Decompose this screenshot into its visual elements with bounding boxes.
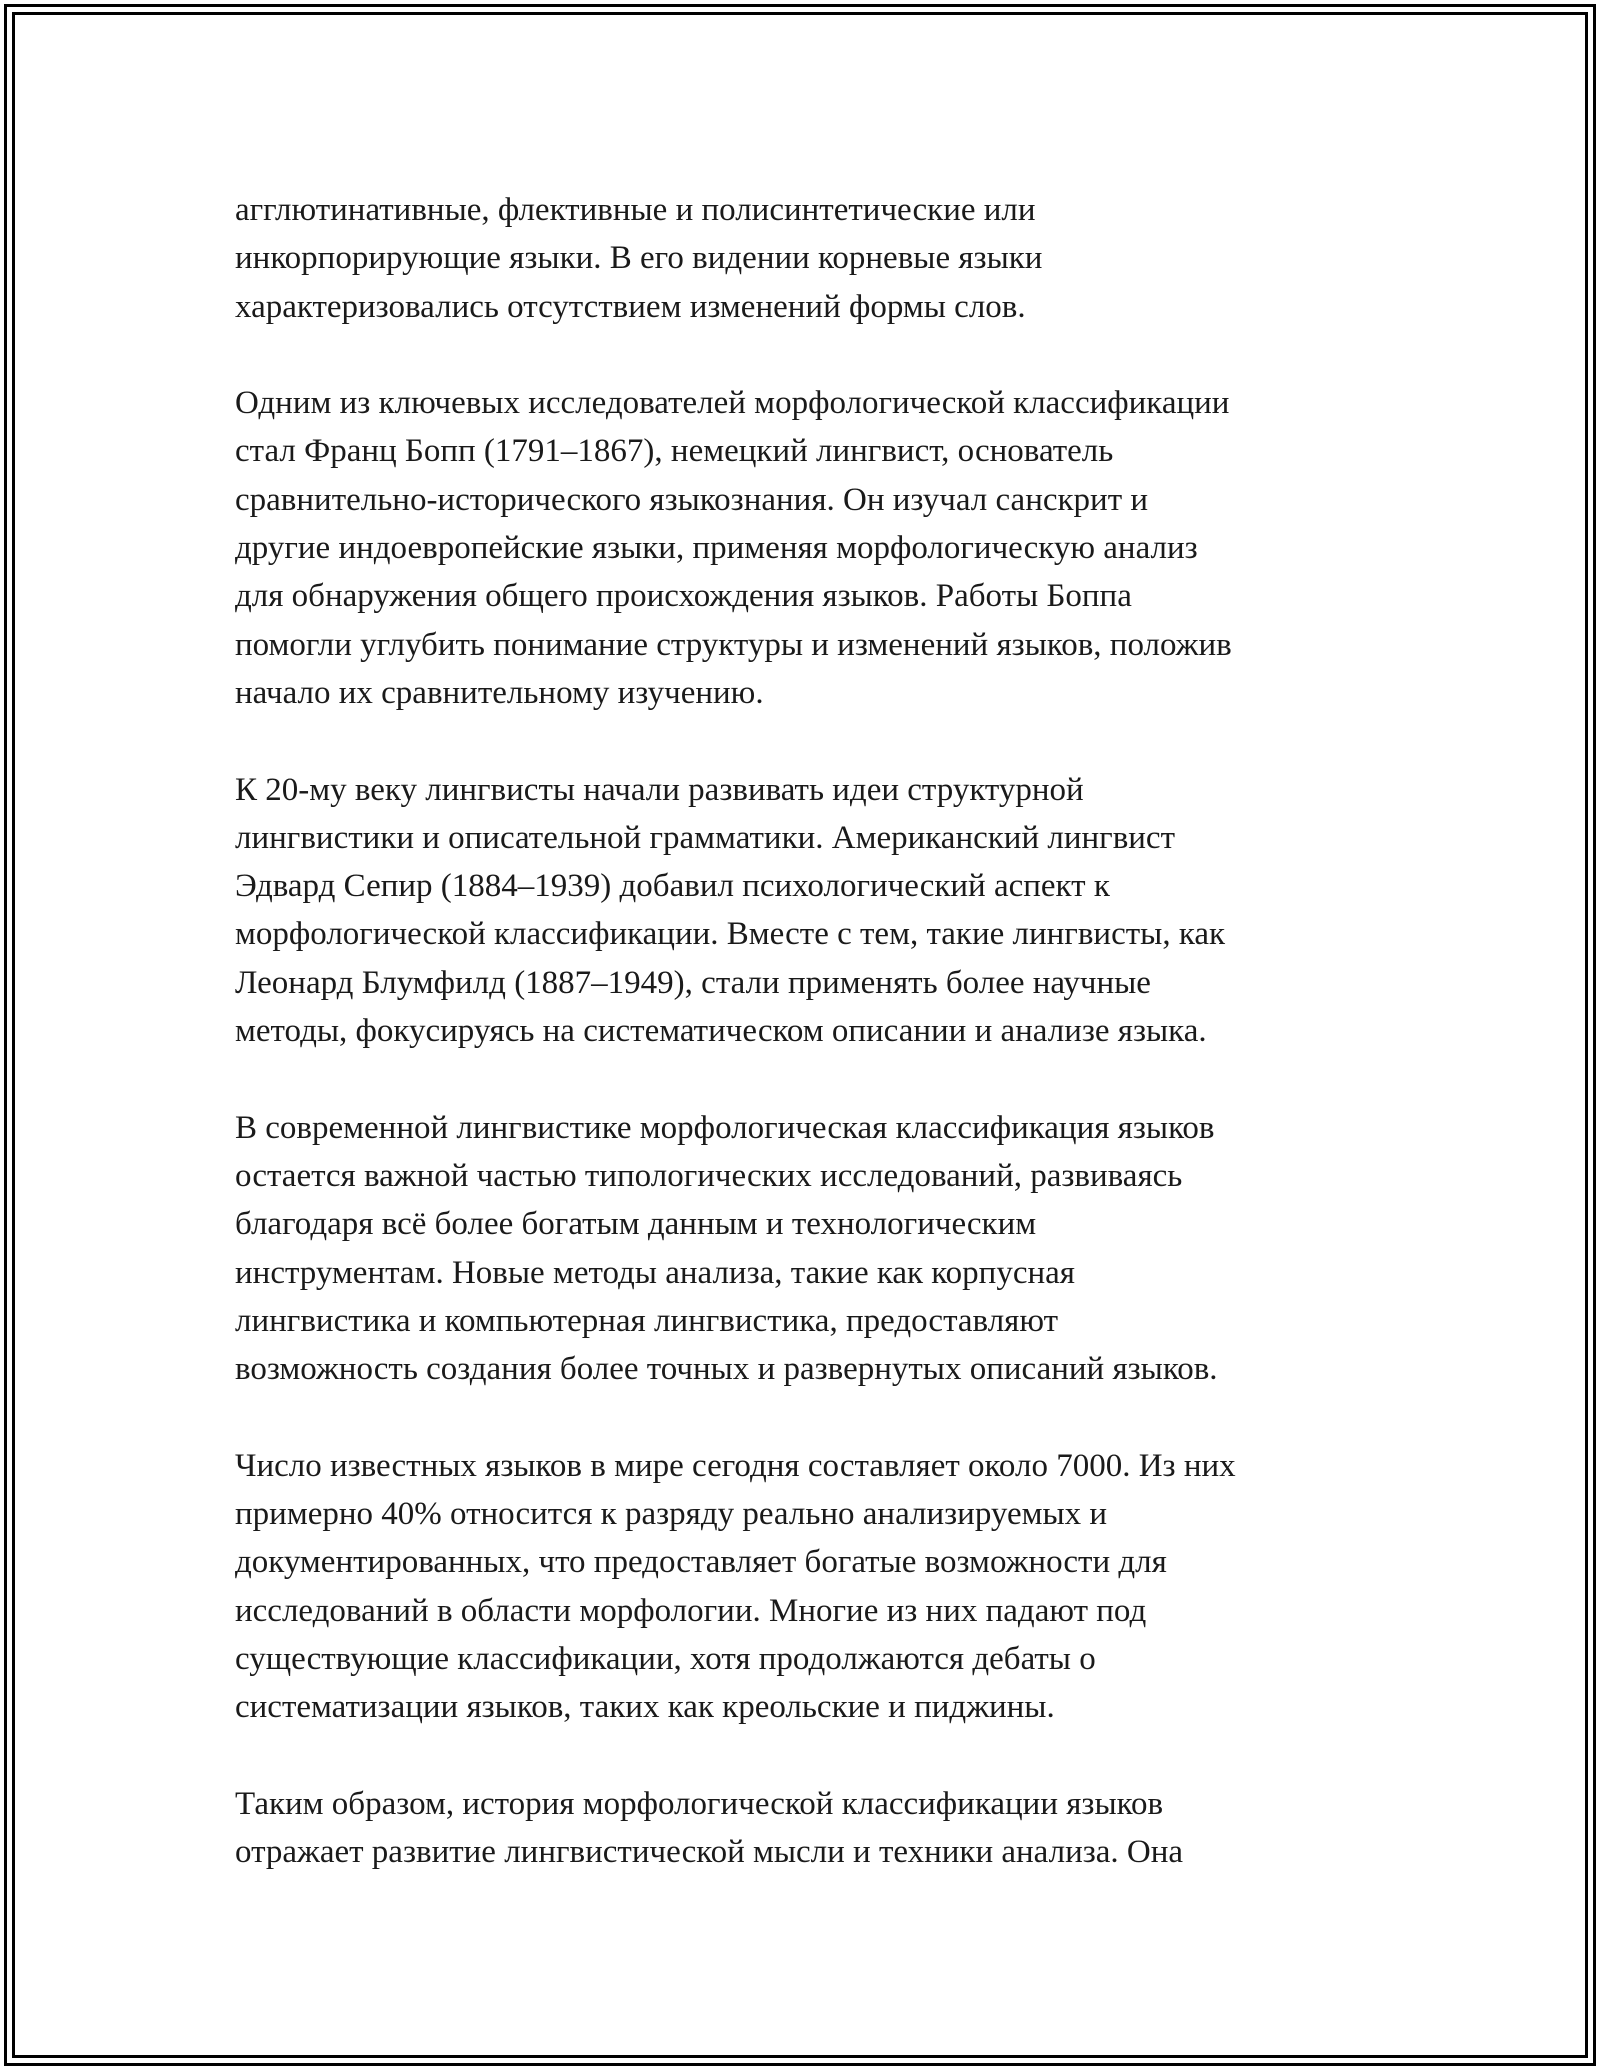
text-line: существующие классификации, хотя продолжаются дебаты о: [235, 1640, 1096, 1677]
paragraph-6: [235, 1780, 1365, 1877]
text-line: Таким образом, история морфологической классификации языков: [235, 1785, 1164, 1822]
paragraph-4: [235, 1104, 1365, 1394]
text-line: Одним из ключевых исследователей морфологической классификации: [235, 385, 1230, 422]
text-line: В современной лингвистике морфологическая классификация языков: [235, 1109, 1215, 1146]
text-line: стал Франц Бопп (1791–1867), немецкий лингвист, основатель: [235, 433, 1114, 470]
text-line: отражает развитие лингвистической мысли и техники анализа. Она: [235, 1834, 1184, 1871]
text-line: Число известных языков в мире сегодня составляет около 7000. Из них: [235, 1447, 1236, 1484]
text-line: сравнительно-исторического языкознания. Он изучал санскрит и: [235, 481, 1149, 518]
text-line: лингвистики и описательной грамматики. Американский лингвист: [235, 819, 1176, 856]
text-line: характеризовались отсутствием изменений формы слов.: [235, 288, 1026, 325]
text-line: благодаря всё более богатым данным и технологическим: [235, 1206, 1037, 1243]
paragraph-5: [235, 1442, 1365, 1732]
text-line: примерно 40% относится к разряду реально анализируемых и: [235, 1496, 1108, 1533]
paragraph-3: [235, 766, 1365, 1056]
text-line: Эдвард Сепир (1884–1939) добавил психологический аспект к: [235, 868, 1110, 905]
text-line: инкорпорирующие языки. В его видении корневые языки: [235, 240, 1043, 277]
paragraph-2: [235, 379, 1365, 717]
text-line: агглютинативные, флективные и полисинтетические или: [235, 192, 1036, 228]
text-line: исследований в области морфологии. Многие из них падают под: [235, 1592, 1147, 1629]
text-line: лингвистика и компьютерная лингвистика, предоставляют: [235, 1302, 1058, 1339]
text-line: методы, фокусируясь на систематическом описании и анализе языка.: [235, 1013, 1207, 1050]
paragraph-1: [235, 186, 1365, 331]
text-line: систематизации языков, таких как креольские и пиджины.: [235, 1689, 1055, 1726]
text-line: возможность создания более точных и развернутых описаний языков.: [235, 1351, 1218, 1388]
text-line: Леонард Блумфилд (1887–1949), стали применять более научные: [235, 964, 1151, 1001]
text-line: начало их сравнительному изучению.: [235, 674, 764, 711]
text-line: остается важной частью типологических исследований, развиваясь: [235, 1157, 1183, 1194]
text-line: документированных, что предоставляет богатые возможности для: [235, 1544, 1167, 1581]
text-line: морфологической классификации. Вместе с тем, такие лингвисты, как: [235, 916, 1226, 953]
text-line: К 20-му веку лингвисты начали развивать идеи структурной: [235, 771, 1084, 808]
text-line: помогли углубить понимание структуры и изменений языков, положив: [235, 626, 1232, 663]
text-line: для обнаружения общего происхождения языков. Работы Боппа: [235, 578, 1132, 615]
text-line: инструментам. Новые методы анализа, такие как корпусная: [235, 1254, 1075, 1291]
text-line: другие индоевропейские языки, применяя морфологическую анализ: [235, 530, 1198, 567]
document-body: [235, 186, 1365, 1925]
